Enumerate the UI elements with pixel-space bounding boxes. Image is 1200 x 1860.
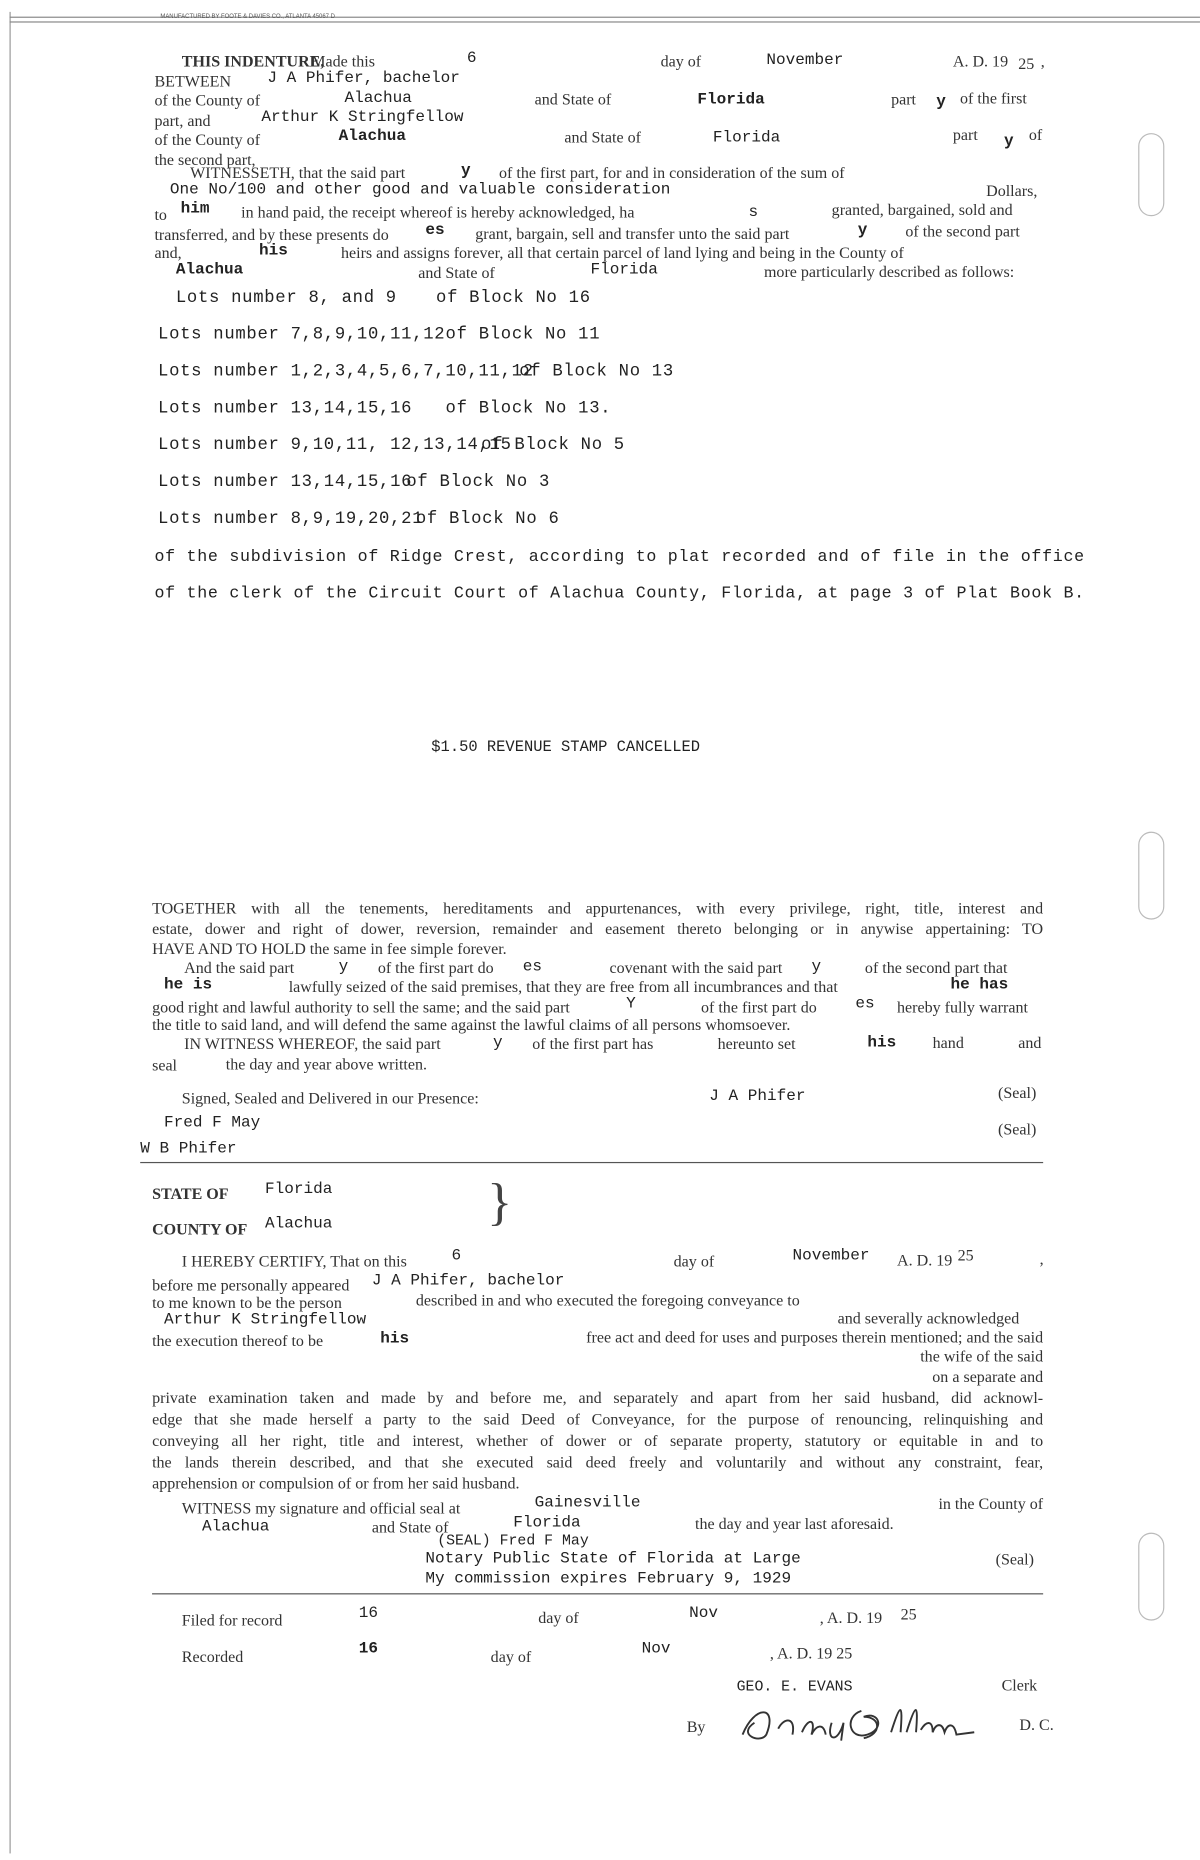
subdivision-line: of the clerk of the Circuit Court of Alachua County, Florida, at page 3 of Plat Book B. bbox=[154, 584, 1085, 604]
label: STATE OF bbox=[152, 1184, 229, 1203]
lot-block: of Block No 11 bbox=[445, 325, 601, 345]
field-y: y bbox=[338, 958, 349, 977]
label: the day and year above written. bbox=[225, 1055, 428, 1073]
label: IN WITNESS WHEREOF, the said part bbox=[184, 1034, 441, 1053]
label: A. D. 19 bbox=[952, 52, 1009, 71]
label: to me known to be the person bbox=[152, 1293, 342, 1312]
field-y: y bbox=[493, 1034, 503, 1053]
field-y: y bbox=[811, 958, 822, 977]
habendum-line: HAVE AND TO HOLD the same in fee simple forever. bbox=[152, 939, 507, 958]
field-he-has: he has bbox=[950, 976, 1009, 995]
field-grantee: Arthur K Stringfellow bbox=[163, 1311, 367, 1330]
subdivision-line: of the subdivision of Ridge Crest, according to plat recorded and of file in the office bbox=[154, 547, 1085, 567]
lot-numbers: Lots number 8, and 9 bbox=[175, 288, 397, 308]
field-his: his bbox=[380, 1330, 410, 1349]
fold-mark bbox=[1138, 1533, 1164, 1621]
commission-expiry: My commission expires February 9, 1929 bbox=[425, 1570, 792, 1589]
label: Dollars, bbox=[986, 181, 1038, 200]
lot-block: of Block No 16 bbox=[436, 288, 591, 308]
label: before me personally appeared bbox=[152, 1276, 350, 1294]
label: transferred, and by these presents do bbox=[154, 225, 389, 244]
label: to bbox=[154, 205, 167, 224]
label: By bbox=[686, 1717, 706, 1736]
seal-label: (Seal) bbox=[995, 1550, 1034, 1569]
field-his: his bbox=[867, 1034, 897, 1053]
grantor-signature: J A Phifer bbox=[709, 1088, 806, 1107]
notary-title: Notary Public State of Florida at Large bbox=[425, 1550, 801, 1569]
label: of the second part that bbox=[864, 958, 1008, 977]
ack-paragraph-line: private examination taken and made by and before me, and separately and apart from her said husband, did acknowl- bbox=[152, 1388, 1044, 1407]
witness-signature: W B Phifer bbox=[140, 1140, 237, 1159]
ack-paragraph-line: edge that she made herself a party to the said Deed of Conveyance, for the purpose of renouncing, relinquishing and bbox=[152, 1410, 1044, 1429]
indenture-title: THIS INDENTURE, bbox=[181, 52, 325, 71]
field-person: J A Phifer, bachelor bbox=[371, 1272, 565, 1291]
label: WITNESSETH, that the said part bbox=[190, 163, 406, 182]
fold-mark bbox=[1138, 832, 1164, 920]
field-grantor-state: Florida bbox=[697, 91, 765, 110]
field-county: Alachua bbox=[264, 1215, 333, 1234]
label: of the first part has bbox=[532, 1034, 654, 1053]
label: day of bbox=[673, 1252, 715, 1271]
lot-numbers: Lots number 9,10,11, 12,13,14,15 bbox=[158, 436, 512, 456]
label: grant, bargain, sell and transfer unto the said part bbox=[475, 224, 790, 243]
label: heirs and assigns forever, all that certain parcel of land lying and being in the County of bbox=[340, 243, 904, 262]
seal-label: (Seal) bbox=[998, 1120, 1037, 1139]
deputy-clerk-signature bbox=[731, 1699, 981, 1747]
ack-paragraph-line: the lands therein described, and that she executed said deed freely and voluntarily and without any constraint, fear, bbox=[152, 1453, 1044, 1471]
field-es: es bbox=[855, 995, 875, 1014]
label: WITNESS my signature and official seal at bbox=[181, 1499, 461, 1518]
label: of the first part do bbox=[700, 998, 817, 1016]
divider bbox=[140, 1162, 1043, 1163]
revenue-stamp-note: $1.50 REVENUE STAMP CANCELLED bbox=[431, 737, 701, 756]
lot-block: of Block No 5 bbox=[481, 436, 625, 456]
label: on a separate and bbox=[932, 1367, 1044, 1386]
label: and bbox=[1018, 1033, 1042, 1052]
habendum-line: estate, dower and right of dower, reversion, remainder and easement thereto belonging or in anywise appertaining: TO bbox=[152, 919, 1044, 938]
label: of the first part, for and in consideration of the sum of bbox=[499, 163, 845, 182]
label: granted, bargained, sold and bbox=[831, 200, 1013, 219]
label: the wife of the said bbox=[920, 1347, 1044, 1366]
label: of the first part do bbox=[377, 958, 494, 977]
label: seal bbox=[152, 1056, 178, 1075]
lot-numbers: Lots number 1,2,3,4,5,6,7,10,11,12 bbox=[158, 362, 534, 382]
field-grantee-state: Florida bbox=[712, 129, 781, 148]
label: and, bbox=[154, 243, 182, 262]
field-year: 25 bbox=[957, 1246, 974, 1265]
label: lawfully seized of the said premises, that they are free from all incumbrances and that bbox=[288, 977, 838, 996]
label: A. D. 19 bbox=[897, 1251, 953, 1269]
field-state: Florida bbox=[590, 261, 658, 280]
lot-numbers: Lots number 8,9,19,20,21 bbox=[158, 509, 424, 529]
field-his: his bbox=[259, 242, 288, 261]
ack-paragraph-line: apprehension or compulsion of or from her said husband. bbox=[152, 1474, 520, 1493]
label: the second part, bbox=[154, 150, 256, 169]
label: in hand paid, the receipt whereof is hereby acknowledged, ha bbox=[241, 203, 635, 221]
field-recorded-month: Nov bbox=[641, 1640, 671, 1659]
label: and State of bbox=[564, 128, 641, 147]
label: Made this bbox=[311, 52, 375, 71]
label: COUNTY OF bbox=[152, 1220, 248, 1239]
field-filed-day: 16 bbox=[358, 1605, 379, 1623]
seal-label: (Seal) bbox=[998, 1083, 1037, 1102]
punct: , bbox=[1039, 1249, 1044, 1268]
ack-paragraph-line: conveying all her right, title and interest, whether of dower or of separate property, statutory or equitable in and to bbox=[152, 1431, 1044, 1450]
field-county: Alachua bbox=[201, 1518, 270, 1537]
field-he-is: he is bbox=[163, 976, 213, 995]
lot-numbers: Lots number 13,14,15,16 bbox=[158, 399, 413, 419]
label: And the said part bbox=[184, 958, 295, 977]
label: I HEREBY CERTIFY, That on this bbox=[181, 1252, 407, 1271]
label: hereunto set bbox=[717, 1034, 796, 1053]
label: the day and year last aforesaid. bbox=[695, 1514, 894, 1533]
label: day of bbox=[538, 1608, 579, 1627]
label: Filed for record bbox=[181, 1611, 283, 1629]
field-month: November bbox=[766, 52, 844, 71]
label: the title to said land, and will defend the same against the lawful claims of all persons whomsoever. bbox=[152, 1015, 791, 1034]
label: and State of bbox=[534, 90, 612, 109]
field-day: 6 bbox=[466, 49, 477, 68]
label: of the second part bbox=[905, 222, 1020, 240]
label: day of bbox=[490, 1647, 532, 1666]
label: part, and bbox=[154, 111, 211, 130]
notary-signature: (SEAL) Fred F May bbox=[437, 1532, 589, 1550]
lot-block: of Block No 13 bbox=[519, 362, 674, 382]
field-es: es bbox=[425, 222, 445, 240]
label: Signed, Sealed and Delivered in our Presence: bbox=[181, 1089, 479, 1108]
label: D. C. bbox=[1019, 1715, 1054, 1734]
witness-signature: Fred F May bbox=[163, 1114, 261, 1133]
label: part bbox=[952, 125, 978, 144]
label: more particularly described as follows: bbox=[763, 262, 1015, 281]
label: and State of bbox=[418, 263, 495, 282]
label: Clerk bbox=[1001, 1676, 1038, 1695]
field-year: 25 bbox=[1018, 54, 1035, 73]
label: of the County of bbox=[154, 130, 261, 149]
punct: , bbox=[1040, 52, 1045, 71]
label: described in and who executed the foregoing conveyance to bbox=[415, 1291, 800, 1310]
field-y: y bbox=[460, 162, 471, 181]
lot-numbers: Lots number 7,8,9,10,11,12 bbox=[158, 325, 446, 345]
lot-block: of Block No 6 bbox=[415, 509, 560, 529]
field-s: s bbox=[748, 204, 759, 223]
label: free act and deed for uses and purposes therein mentioned; and the said bbox=[586, 1328, 1044, 1347]
field-grantee-county: Alachua bbox=[338, 128, 406, 147]
field-y: y bbox=[857, 222, 868, 240]
field-month: November bbox=[792, 1247, 870, 1266]
field-y: y bbox=[936, 93, 946, 112]
label: of the County of bbox=[154, 91, 261, 110]
form-imprint: MANUFACTURED BY FOOTE & DAVIES CO., ATLANTA 45067 D bbox=[160, 13, 335, 21]
label: the execution thereof to be bbox=[152, 1331, 324, 1350]
label: good right and lawful authority to sell the same; and the said part bbox=[152, 998, 570, 1016]
field-city: Gainesville bbox=[534, 1494, 641, 1513]
label: of bbox=[1028, 125, 1043, 144]
habendum-line: TOGETHER with all the tenements, hereditaments and appurtenances, with every privilege, right, title, interest and bbox=[152, 899, 1044, 918]
field-him: him bbox=[180, 200, 210, 219]
field-y: y bbox=[1003, 133, 1014, 151]
field-filed-year: 25 bbox=[900, 1605, 917, 1623]
label: , A. D. 19 bbox=[819, 1608, 883, 1627]
brace: } bbox=[487, 1172, 513, 1231]
field-y: Y bbox=[626, 995, 636, 1014]
label: hereby fully warrant bbox=[897, 998, 1028, 1016]
label: Recorded bbox=[181, 1647, 244, 1666]
field-day: 6 bbox=[451, 1247, 462, 1266]
field-county: Alachua bbox=[175, 261, 244, 280]
field-state: Florida bbox=[264, 1180, 333, 1199]
clerk-name: GEO. E. EVANS bbox=[736, 1678, 853, 1696]
lot-block: of Block No 3 bbox=[406, 472, 550, 492]
label: covenant with the said part bbox=[609, 958, 783, 977]
lot-block: of Block No 13. bbox=[445, 399, 612, 419]
label: in the County of bbox=[938, 1494, 1044, 1513]
field-es: es bbox=[522, 958, 543, 977]
field-recorded-day: 16 bbox=[358, 1640, 379, 1659]
label: hand bbox=[932, 1033, 964, 1052]
field-grantor: J A Phifer, bachelor bbox=[267, 70, 460, 88]
field-state: Florida bbox=[513, 1514, 581, 1533]
field-filed-month: Nov bbox=[689, 1605, 718, 1623]
label: part bbox=[891, 90, 917, 109]
label: BETWEEN bbox=[154, 72, 232, 91]
field-grantee: Arthur K Stringfellow bbox=[261, 109, 464, 128]
fold-mark bbox=[1138, 133, 1164, 216]
field-consideration: One No/100 and other good and valuable consideration bbox=[169, 181, 671, 200]
label: of the first bbox=[959, 89, 1027, 107]
left-edge bbox=[10, 12, 11, 1854]
label: , A. D. 19 25 bbox=[769, 1644, 853, 1663]
field-grantor-county: Alachua bbox=[344, 90, 412, 109]
divider bbox=[152, 1593, 1043, 1594]
label: day of bbox=[660, 52, 702, 71]
label: and severally acknowledged bbox=[837, 1309, 1020, 1328]
label: and State of bbox=[371, 1518, 449, 1537]
lot-numbers: Lots number 13,14,15,16 bbox=[158, 472, 413, 492]
